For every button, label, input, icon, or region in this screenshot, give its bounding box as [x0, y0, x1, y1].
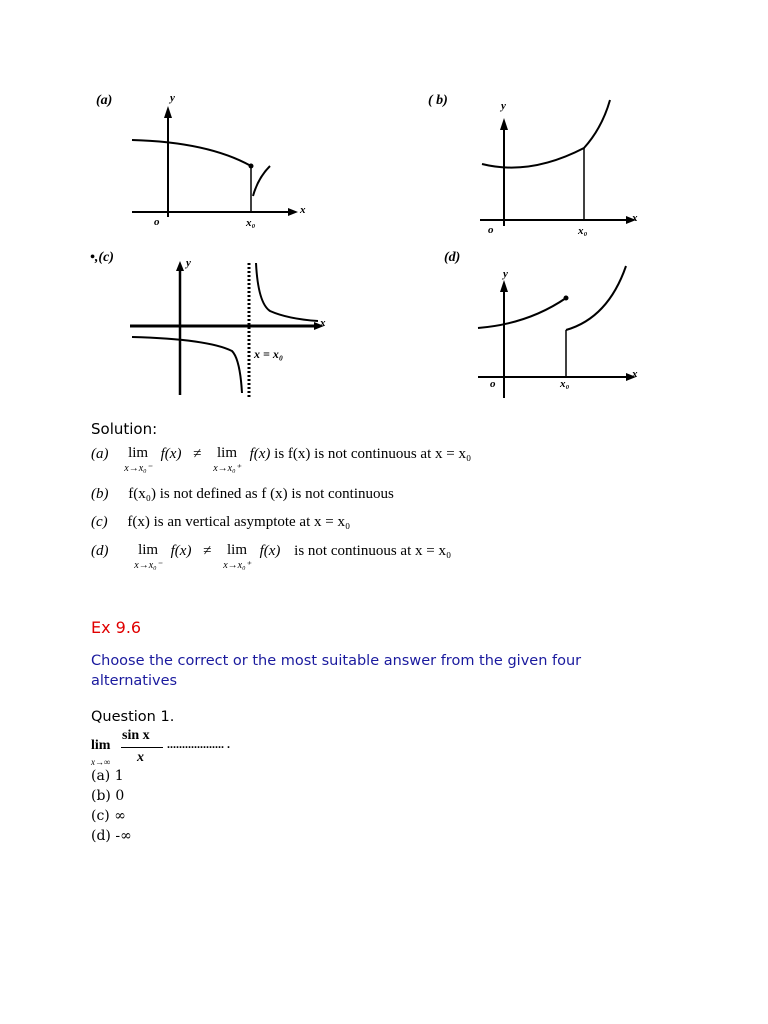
solution-d-lim-left: lim x→x₀⁻	[134, 542, 162, 571]
graph-c	[128, 255, 338, 405]
option-d[interactable]: (d) -∞	[91, 828, 132, 844]
solution-title: Solution:	[91, 420, 158, 438]
graph-d-x-label: x	[632, 368, 638, 380]
graph-a-curve-right	[253, 166, 270, 196]
graph-a	[118, 92, 318, 242]
graph-d-origin-label: o	[490, 378, 496, 390]
solution-a-lim-right: lim x→x₀⁺	[213, 445, 241, 474]
answer-options	[91, 766, 132, 846]
graph-b-label: ( b)	[428, 93, 448, 108]
graph-d-point	[564, 296, 569, 301]
graph-b-y-label: y	[501, 100, 506, 112]
graph-b-x0-label: x₀	[578, 225, 588, 237]
solution-d	[91, 543, 451, 571]
question-lim-sub: x→∞	[91, 757, 111, 767]
question-dots: ................... .	[167, 737, 230, 751]
graph-a-origin-label: o	[154, 216, 160, 228]
graph-d-curve-right	[566, 266, 626, 330]
graph-a-x-label: x	[300, 204, 306, 216]
graph-c-curve-left	[132, 337, 242, 393]
solution-a	[91, 446, 471, 474]
solution-b-text: f(x₀) is not defined as f (x) is not continuous	[128, 486, 394, 502]
graph-d-y-label: y	[503, 268, 508, 280]
graph-d-label: (d)	[444, 250, 461, 265]
solution-b	[91, 486, 394, 503]
solution-d-neq: ≠	[203, 543, 212, 559]
solution-a-fx-left: f(x)	[160, 446, 182, 462]
solution-b-tag: (b)	[91, 486, 109, 502]
graph-a-x0-label: x₀	[246, 217, 256, 229]
graph-d	[468, 260, 668, 410]
solution-d-text: is not continuous at x = x₀	[294, 543, 452, 559]
graph-d-curve-left	[478, 298, 566, 328]
solution-a-neq: ≠	[193, 446, 202, 462]
solution-c-text: f(x) is an vertical asymptote at x = x₀	[127, 514, 351, 530]
solution-a-fx-right: f(x)	[249, 446, 271, 462]
solution-c	[91, 514, 350, 531]
question-denominator: x	[137, 750, 144, 765]
graph-a-label: (a)	[96, 93, 113, 108]
graph-c-label: •,(c)	[90, 250, 114, 265]
graph-d-x0-label: x₀	[560, 378, 570, 390]
graph-c-curve-right	[256, 263, 318, 321]
graph-c-y-label: y	[186, 257, 191, 269]
question-numerator: sin x	[122, 728, 150, 743]
solution-d-tag: (d)	[91, 543, 109, 559]
exercise-title: Ex 9.6	[91, 618, 142, 637]
graph-b-x-label: x	[632, 212, 638, 224]
solution-a-tag: (a)	[91, 446, 109, 462]
solution-a-lim-left: lim x→x₀⁻	[124, 445, 152, 474]
option-b[interactable]: (b) 0	[91, 788, 125, 804]
solution-d-lim-right: lim x→x₀⁺	[223, 542, 251, 571]
graph-a-y-label: y	[170, 92, 175, 104]
solution-c-tag: (c)	[91, 514, 108, 530]
graph-c-x-label: x	[320, 317, 326, 329]
question-title: Question 1.	[91, 709, 175, 725]
option-c[interactable]: (c) ∞	[91, 808, 126, 824]
graph-c-asymptote-label: x = x₀	[254, 347, 284, 361]
solution-d-fx-left: f(x)	[170, 543, 192, 559]
graph-b-origin-label: o	[488, 224, 494, 236]
graph-b	[470, 96, 670, 246]
question-lim: lim	[91, 738, 111, 753]
graph-a-curve-left	[132, 140, 251, 166]
option-a[interactable]: (a) 1	[91, 768, 124, 784]
solution-d-fx-right: f(x)	[259, 543, 281, 559]
exercise-instruction: Choose the correct or the most suitable answer from the given four alternatives	[91, 653, 582, 689]
solution-a-text: is f(x) is not continuous at x = x₀	[274, 446, 472, 462]
question-fraction-bar	[121, 747, 163, 748]
